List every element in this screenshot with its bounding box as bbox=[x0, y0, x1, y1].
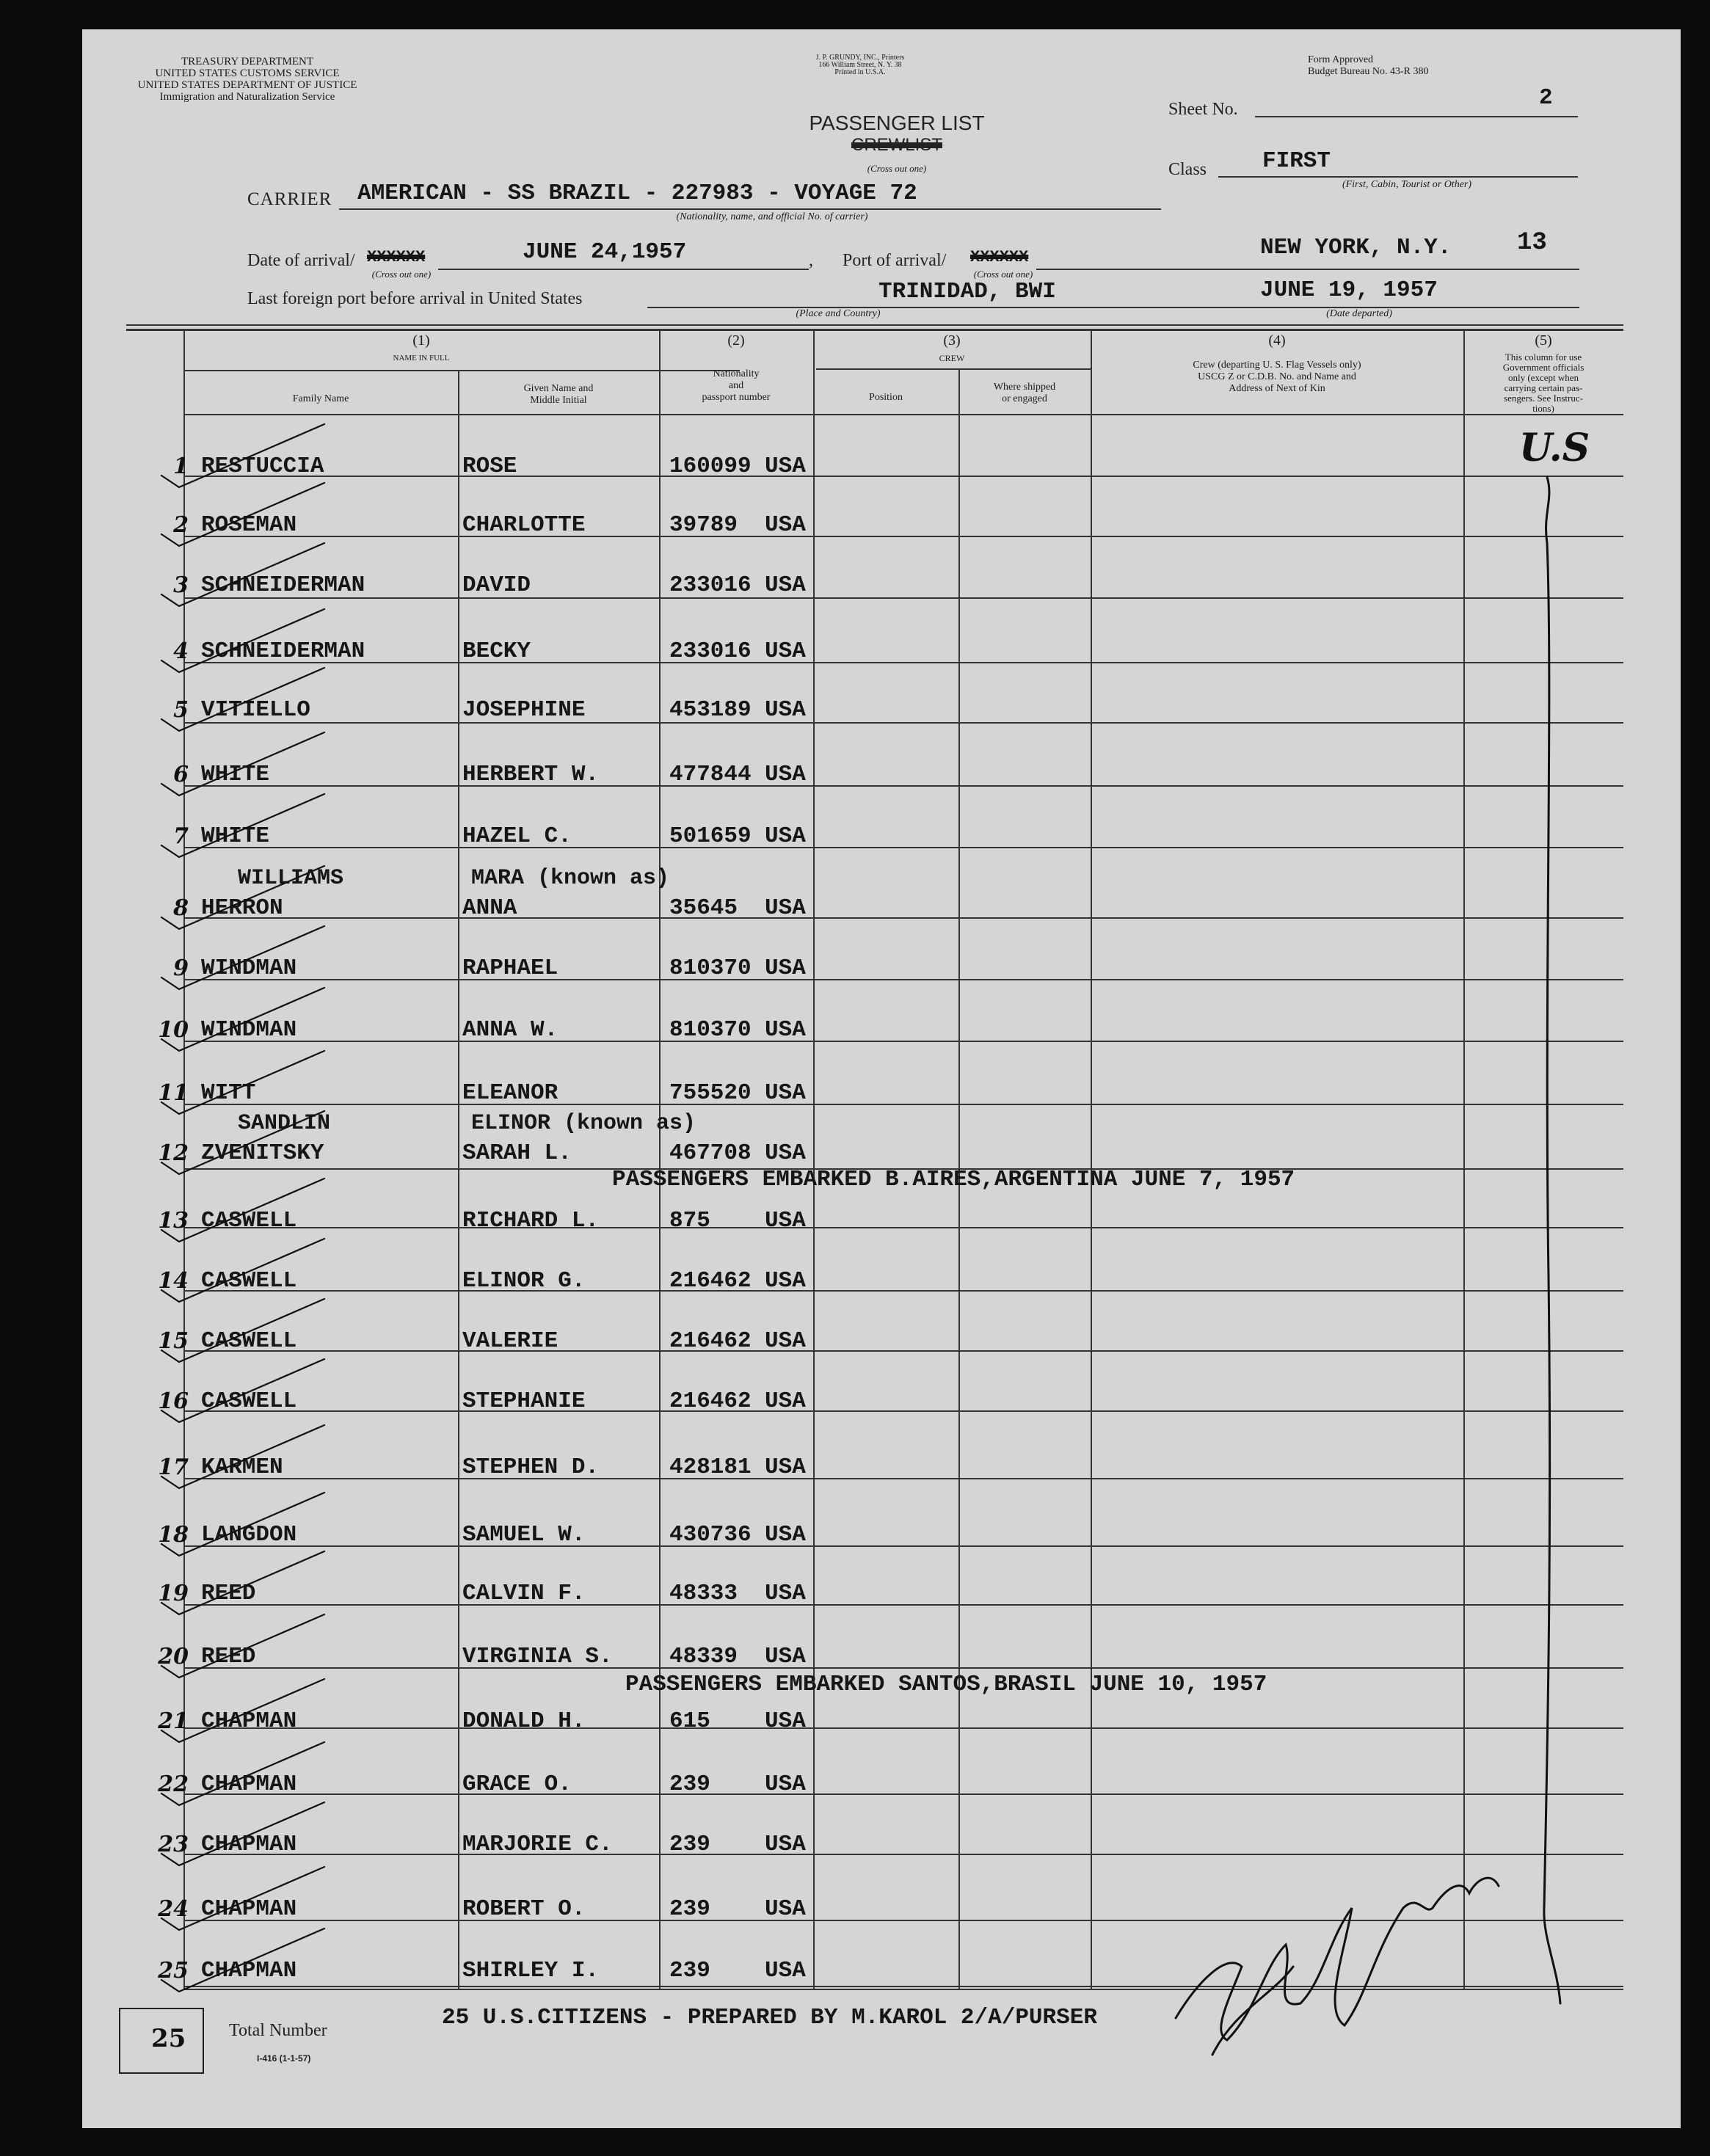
col1-number: (1) bbox=[412, 332, 430, 349]
col5-title-line: sengers. See Instruc- bbox=[1504, 393, 1583, 404]
tick-marks bbox=[161, 424, 324, 1992]
form-code: I-416 (1-1-57) bbox=[257, 2053, 311, 2064]
check-mark bbox=[161, 1679, 324, 1742]
row-number: 4 bbox=[173, 638, 189, 664]
given-name: DONALD H. bbox=[462, 1708, 586, 1734]
family-name: RESTUCCIA bbox=[201, 454, 324, 479]
family-name: WHITE bbox=[201, 762, 270, 787]
row-number: 20 bbox=[158, 1644, 189, 1669]
nationality: USA bbox=[765, 1644, 806, 1669]
sheet-number: 2 bbox=[1539, 85, 1553, 111]
row-number: 18 bbox=[158, 1522, 189, 1548]
passport-number: 810370 bbox=[669, 955, 752, 981]
given-name: ELINOR G. bbox=[462, 1268, 586, 1294]
check-mark bbox=[161, 1551, 324, 1614]
col1-given-line: Given Name and bbox=[523, 383, 594, 394]
handwriting-overlay bbox=[82, 29, 1681, 2128]
form-line: Budget Bureau No. 43-R 380 bbox=[1308, 66, 1429, 77]
given-name: STEPHEN D. bbox=[462, 1454, 600, 1480]
nationality: USA bbox=[765, 572, 806, 598]
passport-number: 239 bbox=[669, 1958, 710, 1984]
carrier-value: AMERICAN - SS BRAZIL - 227983 - VOYAGE 72 bbox=[357, 181, 917, 206]
total-box-value: 25 bbox=[151, 2024, 186, 2053]
col4-title-line: USCG Z or C.D.B. No. and Name and bbox=[1198, 371, 1356, 382]
given-name: BECKY bbox=[462, 638, 531, 664]
col1-given-line: Middle Initial bbox=[530, 395, 587, 406]
given-name: CALVIN F. bbox=[462, 1581, 586, 1606]
total-label: Total Number bbox=[229, 2021, 327, 2040]
check-mark bbox=[161, 1051, 324, 1114]
passport-number: 615 bbox=[669, 1708, 710, 1734]
printer-line: 166 William Street, N. Y. 38 bbox=[818, 61, 902, 69]
date-arrival-struck: XXXXXX bbox=[367, 248, 426, 266]
agency-line: UNITED STATES DEPARTMENT OF JUSTICE bbox=[137, 79, 357, 91]
nationality: USA bbox=[765, 1454, 806, 1480]
nationality: USA bbox=[765, 895, 806, 921]
printer-line: J. P. GRUNDY, INC., Printers bbox=[815, 54, 905, 62]
nationality: USA bbox=[765, 1708, 806, 1734]
family-name: ZVENITSKY bbox=[201, 1140, 324, 1166]
check-mark bbox=[161, 424, 324, 487]
check-mark bbox=[161, 1179, 324, 1242]
family-name: REED bbox=[201, 1644, 256, 1669]
check-mark bbox=[161, 1742, 324, 1805]
check-mark bbox=[161, 988, 324, 1051]
form-line: Form Approved bbox=[1308, 54, 1374, 65]
check-mark bbox=[161, 732, 324, 795]
col3-position: Position bbox=[869, 392, 903, 403]
carrier-label: CARRIER bbox=[247, 189, 332, 209]
check-mark bbox=[161, 1614, 324, 1678]
check-mark bbox=[161, 1359, 324, 1422]
port-arrival-hint: (Cross out one) bbox=[973, 269, 1033, 280]
cross-out-hint: (Cross out one) bbox=[867, 163, 927, 174]
given-name: GRACE O. bbox=[462, 1771, 572, 1797]
passport-number: 216462 bbox=[669, 1328, 752, 1354]
nationality: USA bbox=[765, 823, 806, 849]
row-number: 3 bbox=[173, 572, 189, 598]
col4-title-line: Crew (departing U. S. Flag Vessels only) bbox=[1193, 360, 1361, 371]
row-number: 24 bbox=[158, 1896, 189, 1922]
list-title: PASSENGER LIST bbox=[809, 112, 985, 134]
given-name: HERBERT W. bbox=[462, 762, 600, 787]
last-port-hint: (Place and Country) bbox=[796, 308, 881, 319]
check-mark bbox=[161, 1111, 324, 1174]
last-port-value: TRINIDAD, BWI bbox=[878, 279, 1056, 305]
col2-title-line: and bbox=[728, 380, 744, 391]
nationality: USA bbox=[765, 1328, 806, 1354]
last-port-label: Last foreign port before arrival in United States bbox=[247, 289, 583, 308]
col2-number: (2) bbox=[727, 332, 745, 349]
class-label: Class bbox=[1168, 160, 1207, 179]
col5-title-line: carrying certain pas- bbox=[1504, 382, 1583, 393]
nationality: USA bbox=[765, 454, 806, 479]
comma: , bbox=[809, 251, 813, 270]
given-name: ROBERT O. bbox=[462, 1896, 586, 1922]
col1-family: Family Name bbox=[292, 393, 349, 404]
family-name: CASWELL bbox=[201, 1208, 297, 1234]
check-mark bbox=[161, 483, 324, 546]
col2-title-line: passport number bbox=[702, 392, 771, 403]
check-mark bbox=[161, 668, 324, 731]
col4-title-line: Address of Next of Kin bbox=[1229, 383, 1325, 394]
col3-title: CREW bbox=[939, 353, 965, 363]
family-name: WHITE bbox=[201, 823, 270, 849]
check-mark bbox=[161, 1802, 324, 1865]
total-box bbox=[119, 2008, 204, 2074]
official-mark: U.S bbox=[1519, 426, 1590, 470]
row-number: 8 bbox=[173, 895, 189, 921]
check-mark bbox=[161, 1493, 324, 1556]
date-departed-value: JUNE 19, 1957 bbox=[1260, 277, 1438, 303]
nationality: USA bbox=[765, 1208, 806, 1234]
alias-given-name: MARA (known as) bbox=[471, 866, 670, 891]
nationality: USA bbox=[765, 1581, 806, 1606]
nationality: USA bbox=[765, 1522, 806, 1548]
given-name: VALERIE bbox=[462, 1328, 559, 1354]
nationality: USA bbox=[765, 1140, 806, 1166]
family-name: CHAPMAN bbox=[201, 1896, 297, 1922]
family-name: SCHNEIDERMAN bbox=[201, 638, 365, 664]
nationality: USA bbox=[765, 762, 806, 787]
passport-number: 48339 bbox=[669, 1644, 738, 1669]
signature-stroke bbox=[1176, 1878, 1499, 2040]
date-departed-hint: (Date departed) bbox=[1326, 308, 1392, 319]
passport-number: 501659 bbox=[669, 823, 752, 849]
nationality: USA bbox=[765, 1832, 806, 1857]
family-name: WINDMAN bbox=[201, 1017, 297, 1043]
passport-number: 233016 bbox=[669, 638, 752, 664]
passport-number: 810370 bbox=[669, 1017, 752, 1043]
check-mark bbox=[161, 543, 324, 606]
nationality: USA bbox=[765, 1017, 806, 1043]
footer-summary: 25 U.S.CITIZENS - PREPARED BY M.KAROL 2/A/PURSER bbox=[442, 2005, 1097, 2031]
given-name: ELEANOR bbox=[462, 1080, 559, 1106]
nationality: USA bbox=[765, 1388, 806, 1414]
section-note: PASSENGERS EMBARKED SANTOS,BRASIL JUNE 10, 1957 bbox=[625, 1672, 1267, 1697]
passport-number: 453189 bbox=[669, 697, 752, 723]
row-number: 1 bbox=[173, 454, 189, 479]
date-arrival-label: Date of arrival/ bbox=[247, 251, 355, 270]
given-name: JOSEPHINE bbox=[462, 697, 586, 723]
given-name: DAVID bbox=[462, 572, 531, 598]
row-number: 17 bbox=[158, 1454, 189, 1480]
col5-number: (5) bbox=[1535, 332, 1552, 349]
row-number: 21 bbox=[158, 1708, 189, 1734]
passport-number: 477844 bbox=[669, 762, 752, 787]
row-number: 5 bbox=[173, 697, 189, 723]
check-mark bbox=[161, 1425, 324, 1488]
col5-title-line: only (except when bbox=[1507, 372, 1579, 383]
given-name: MARJORIE C. bbox=[462, 1832, 613, 1857]
alias-family-name: WILLIAMS bbox=[238, 866, 344, 891]
passport-number: 216462 bbox=[669, 1388, 752, 1414]
check-mark bbox=[161, 1929, 324, 1992]
given-name: SHIRLEY I. bbox=[462, 1958, 600, 1984]
family-name: CHAPMAN bbox=[201, 1832, 297, 1857]
given-name: HAZEL C. bbox=[462, 823, 572, 849]
nationality: USA bbox=[765, 1896, 806, 1922]
alias-given-name: ELINOR (known as) bbox=[471, 1111, 696, 1136]
given-name: SAMUEL W. bbox=[462, 1522, 586, 1548]
row-number: 10 bbox=[158, 1017, 189, 1043]
nationality: USA bbox=[765, 697, 806, 723]
nationality: USA bbox=[765, 955, 806, 981]
family-name: CASWELL bbox=[201, 1328, 297, 1354]
carrier-hint: (Nationality, name, and official No. of carrier) bbox=[676, 211, 868, 222]
passenger-list-sheet bbox=[82, 29, 1681, 2128]
family-name: WITT bbox=[201, 1080, 256, 1106]
col3-shipped-line: or engaged bbox=[1002, 393, 1047, 404]
passport-number: 216462 bbox=[669, 1268, 752, 1294]
given-name: STEPHANIE bbox=[462, 1388, 586, 1414]
check-mark bbox=[161, 609, 324, 672]
given-name: ANNA W. bbox=[462, 1017, 559, 1043]
family-name: WINDMAN bbox=[201, 955, 297, 981]
family-name: CHAPMAN bbox=[201, 1958, 297, 1984]
col3-number: (3) bbox=[943, 332, 961, 349]
family-name: CASWELL bbox=[201, 1268, 297, 1294]
row-number: 13 bbox=[158, 1208, 189, 1234]
row-number: 2 bbox=[173, 512, 189, 538]
alias-family-name: SANDLIN bbox=[238, 1111, 331, 1136]
continuation-line bbox=[1544, 477, 1560, 2003]
check-mark bbox=[161, 794, 324, 857]
passport-number: 467708 bbox=[669, 1140, 752, 1166]
printer-line: Printed in U.S.A. bbox=[834, 68, 886, 76]
sheet-label: Sheet No. bbox=[1168, 100, 1238, 119]
row-number: 22 bbox=[158, 1771, 189, 1797]
passport-number: 239 bbox=[669, 1771, 710, 1797]
row-number: 6 bbox=[173, 762, 189, 787]
row-number: 14 bbox=[158, 1268, 189, 1294]
col5-title-line: tions) bbox=[1532, 403, 1554, 414]
col5-title-line: Government officials bbox=[1502, 362, 1585, 373]
nationality: USA bbox=[765, 1268, 806, 1294]
col3-shipped-line: Where shipped bbox=[993, 382, 1056, 393]
agency-line: UNITED STATES CUSTOMS SERVICE bbox=[155, 68, 340, 79]
given-name: RAPHAEL bbox=[462, 955, 559, 981]
passport-number: 239 bbox=[669, 1832, 710, 1857]
class-hint: (First, Cabin, Tourist or Other) bbox=[1342, 179, 1472, 190]
passport-number: 48333 bbox=[669, 1581, 738, 1606]
port-arrival-struck: XXXXXX bbox=[970, 248, 1029, 266]
family-name: VITIELLO bbox=[201, 697, 310, 723]
row-number: 9 bbox=[173, 955, 189, 981]
family-name: CHAPMAN bbox=[201, 1771, 297, 1797]
section-note: PASSENGERS EMBARKED B.AIRES,ARGENTINA JUNE 7, 1957 bbox=[612, 1167, 1295, 1192]
nationality: USA bbox=[765, 1958, 806, 1984]
check-mark bbox=[161, 1299, 324, 1362]
date-arrival-value: JUNE 24,1957 bbox=[523, 239, 687, 265]
passport-number: 875 bbox=[669, 1208, 710, 1234]
given-name: VIRGINIA S. bbox=[462, 1644, 613, 1669]
col4-number: (4) bbox=[1268, 332, 1286, 349]
given-name: RICHARD L. bbox=[462, 1208, 600, 1234]
given-name: CHARLOTTE bbox=[462, 512, 586, 538]
nationality: USA bbox=[765, 638, 806, 664]
row-number: 11 bbox=[158, 1080, 189, 1106]
nationality: USA bbox=[765, 1771, 806, 1797]
passport-number: 428181 bbox=[669, 1454, 752, 1480]
family-name: CASWELL bbox=[201, 1388, 297, 1414]
passport-number: 35645 bbox=[669, 895, 738, 921]
class-value: FIRST bbox=[1262, 148, 1331, 174]
nationality: USA bbox=[765, 1080, 806, 1106]
col5-title-line: This column for use bbox=[1505, 352, 1582, 363]
port-arrival-value: NEW YORK, N.Y. bbox=[1260, 235, 1452, 261]
page-number: 13 bbox=[1517, 229, 1547, 257]
family-name: CHAPMAN bbox=[201, 1708, 297, 1734]
row-number: 23 bbox=[158, 1832, 189, 1857]
agency-line: TREASURY DEPARTMENT bbox=[181, 56, 314, 68]
check-mark bbox=[161, 866, 324, 929]
family-name: ROSEMAN bbox=[201, 512, 297, 538]
passport-number: 239 bbox=[669, 1896, 710, 1922]
list-title-struck: CREWLIST bbox=[851, 135, 942, 155]
passport-number: 430736 bbox=[669, 1522, 752, 1548]
row-number: 25 bbox=[158, 1958, 189, 1984]
family-name: LANGDON bbox=[201, 1522, 297, 1548]
port-arrival-label: Port of arrival/ bbox=[843, 251, 947, 270]
family-name: REED bbox=[201, 1581, 256, 1606]
col1-title: NAME IN FULL bbox=[393, 354, 450, 363]
family-name: HERRON bbox=[201, 895, 283, 921]
passport-number: 755520 bbox=[669, 1080, 752, 1106]
row-number: 15 bbox=[158, 1328, 189, 1354]
family-name: KARMEN bbox=[201, 1454, 283, 1480]
nationality: USA bbox=[765, 512, 806, 538]
row-number: 12 bbox=[158, 1140, 189, 1166]
passport-number: 160099 bbox=[669, 454, 752, 479]
agency-line: Immigration and Naturalization Service bbox=[159, 91, 335, 103]
row-number: 16 bbox=[158, 1388, 189, 1414]
passport-number: 39789 bbox=[669, 512, 738, 538]
row-number: 19 bbox=[158, 1581, 189, 1606]
date-arrival-hint: (Cross out one) bbox=[371, 269, 432, 280]
row-number: 7 bbox=[173, 823, 189, 849]
check-mark bbox=[161, 1867, 324, 1930]
check-mark bbox=[161, 926, 324, 989]
given-name: ROSE bbox=[462, 454, 517, 479]
passport-number: 233016 bbox=[669, 572, 752, 598]
check-mark bbox=[161, 1239, 324, 1302]
col2-title-line: Nationality bbox=[713, 368, 760, 379]
given-name: SARAH L. bbox=[462, 1140, 572, 1166]
family-name: SCHNEIDERMAN bbox=[201, 572, 365, 598]
given-name: ANNA bbox=[462, 895, 517, 921]
